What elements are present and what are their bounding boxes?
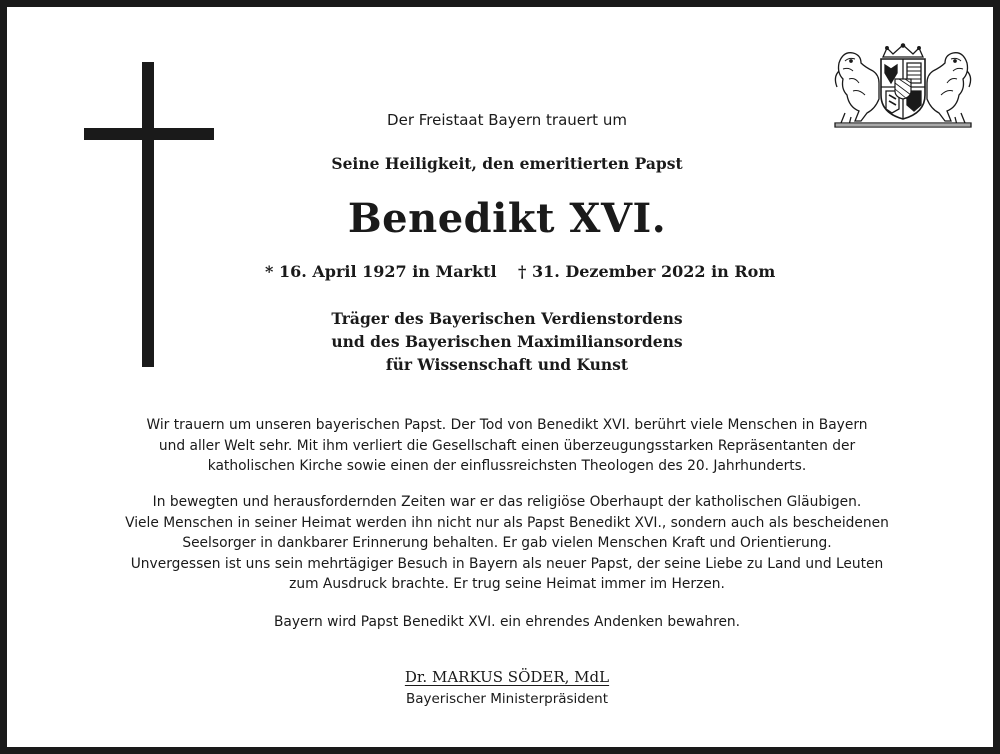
signature-name-text: Dr. MARKUS SÖDER, MdL (404, 668, 610, 686)
death-date: † 31. Dezember 2022 in Rom (518, 262, 776, 281)
cross-horizontal-bar (84, 128, 214, 140)
birth-date: * 16. April 1927 in Marktl (265, 262, 497, 281)
signature-name (7, 668, 1000, 686)
paragraph-line: und aller Welt sehr. Mit ihm verliert die Gesellschaft einen überzeugungsstarken Repräsentanten der (158, 437, 856, 454)
paragraph-line: Unvergessen ist uns sein mehrtägiger Besuch in Bayern als neuer Papst, der seine Liebe zu Land und Leuten (130, 555, 884, 572)
paragraph-line: zum Ausdruck brachte. Er trug seine Heimat immer im Herzen. (289, 576, 725, 592)
intro-line: Der Freistaat Bayern trauert um (387, 111, 627, 129)
life-dates (7, 262, 1000, 284)
paragraph-line: Bayern wird Papst Benedikt XVI. ein ehrendes Andenken bewahren. (273, 614, 741, 630)
signature-role: Bayerischer Ministerpräsident (405, 691, 609, 707)
deceased-name: Benedikt XVI. (347, 195, 667, 242)
paragraph-line: In bewegten und herausfordernden Zeiten war er das religiöse Oberhaupt der katholischen Gläubigen. (152, 494, 862, 510)
paragraph-line: Viele Menschen in seiner Heimat werden ihn nicht nur als Papst Benedikt XVI., sondern auch als bescheidenen (125, 514, 889, 531)
paragraph-line: Seelsorger in dankbarer Erinnerung behalten. Er gab vielen Menschen Kraft und Orientierung. (182, 535, 832, 551)
paragraph-legacy (7, 492, 1000, 595)
paragraph-tribute (7, 415, 1000, 477)
honorific-title: Seine Heiligkeit, den emeritierten Papst (331, 154, 683, 173)
order-line: und des Bayerischen Maximiliansordens (331, 332, 683, 351)
paragraph-closing (7, 612, 1000, 633)
paragraph-line: katholischen Kirche sowie einen der einflussreichsten Theologen des 20. Jahrhunderts. (207, 458, 807, 474)
order-line: für Wissenschaft und Kunst (385, 355, 629, 374)
orders-block (7, 307, 1000, 376)
order-line: Träger des Bayerischen Verdienstordens (331, 309, 683, 328)
paragraph-line: Wir trauern um unseren bayerischen Papst. Der Tod von Benedikt XVI. berührt viele Menschen in Bayern (146, 417, 868, 433)
